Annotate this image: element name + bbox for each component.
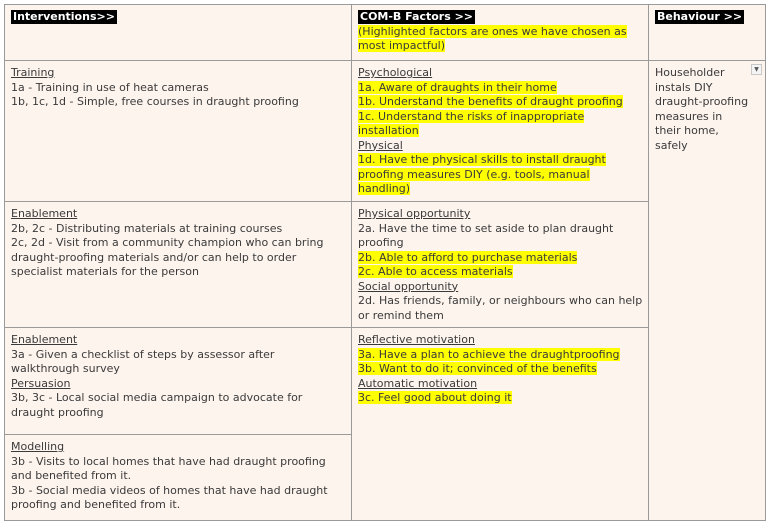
- automatic-motivation-title: Automatic motivation: [358, 376, 478, 390]
- enablement-item-2b: 2b, 2c - Distributing materials at training courses: [11, 221, 283, 235]
- factor-2d: 2d. Has friends, family, or neighbours who can help or remind them: [358, 294, 643, 322]
- persuasion-item-3b: 3b, 3c - Local social media campaign to advocate for draught proofing: [11, 391, 303, 419]
- psychological-title: Psychological: [358, 66, 433, 79]
- factor-3a: 3a. Have a plan to achieve the draughtproofing: [358, 347, 620, 361]
- enablement-title: Enablement: [11, 207, 78, 220]
- factor-1a: 1a. Aware of draughts in their home: [358, 80, 557, 94]
- header-comb: COM-B Factors >>: [360, 10, 474, 23]
- modelling-item-videos: 3b - Social media videos of homes that have had draught proofing and benefited from it.: [11, 483, 328, 511]
- header-interventions: Interventions>>: [13, 10, 115, 23]
- training-item-1b: 1b, 1c, 1d - Simple, free courses in draught proofing: [11, 95, 299, 108]
- header-behaviour-cell[interactable]: [648, 4, 766, 61]
- persuasion-title: Persuasion: [11, 376, 71, 390]
- comb-capability-cell[interactable]: [351, 60, 649, 202]
- header-interventions-cell[interactable]: [4, 4, 352, 61]
- factor-2b: 2b. Able to afford to purchase materials: [358, 250, 578, 264]
- factor-1d: 1d. Have the physical skills to install draught proofing measures DIY (e.g. tools, manual handling): [358, 153, 606, 195]
- factor-1c: 1c. Understand the risks of inappropriate installation: [358, 109, 585, 137]
- behaviour-cell[interactable]: [648, 60, 766, 521]
- header-comb-cell[interactable]: [351, 4, 649, 61]
- enablement-2-title: Enablement: [11, 333, 78, 346]
- intervention-training-cell[interactable]: [4, 60, 352, 202]
- reflective-motivation-title: Reflective motivation: [358, 333, 475, 346]
- social-opportunity-title: Social opportunity: [358, 279, 459, 293]
- enablement-item-3a: 3a - Given a checklist of steps by assessor after walkthrough survey: [11, 347, 275, 375]
- modelling-item-visits: 3b - Visits to local homes that have had draught proofing and benefited from it.: [11, 454, 326, 482]
- header-comb-note: (Highlighted factors are ones we have chosen as most impactful): [358, 24, 627, 52]
- behaviour-table: [4, 4, 766, 521]
- intervention-modelling-cell[interactable]: [4, 434, 352, 521]
- factor-2c: 2c. Able to access materials: [358, 265, 513, 278]
- intervention-enablement-persuasion-cell[interactable]: [4, 327, 352, 435]
- factor-3b: 3b. Want to do it; convinced of the benefits: [358, 362, 597, 375]
- header-behaviour: Behaviour >>: [657, 10, 743, 23]
- behaviour-text: Householder instals DIY draught-proofing measures in their home, safely: [655, 66, 749, 152]
- intervention-enablement-cell[interactable]: [4, 201, 352, 328]
- chevron-down-icon[interactable]: ▼: [751, 64, 762, 75]
- physical-title: Physical: [358, 138, 403, 152]
- physical-opportunity-title: Physical opportunity: [358, 207, 471, 220]
- training-title: Training: [11, 66, 55, 79]
- enablement-item-2c: 2c, 2d - Visit from a community champion who can bring draught-proofing materials and/or can help to order specialist materials for the person: [11, 236, 324, 278]
- comb-opportunity-cell[interactable]: [351, 201, 649, 328]
- factor-3c: 3c. Feel good about doing it: [358, 391, 512, 404]
- training-item-1a: 1a - Training in use of heat cameras: [11, 80, 209, 94]
- comb-motivation-cell[interactable]: [351, 327, 649, 521]
- factor-1b: 1b. Understand the benefits of draught proofing: [358, 95, 623, 108]
- factor-2a: 2a. Have the time to set aside to plan draught proofing: [358, 221, 614, 249]
- modelling-title: Modelling: [11, 440, 65, 453]
